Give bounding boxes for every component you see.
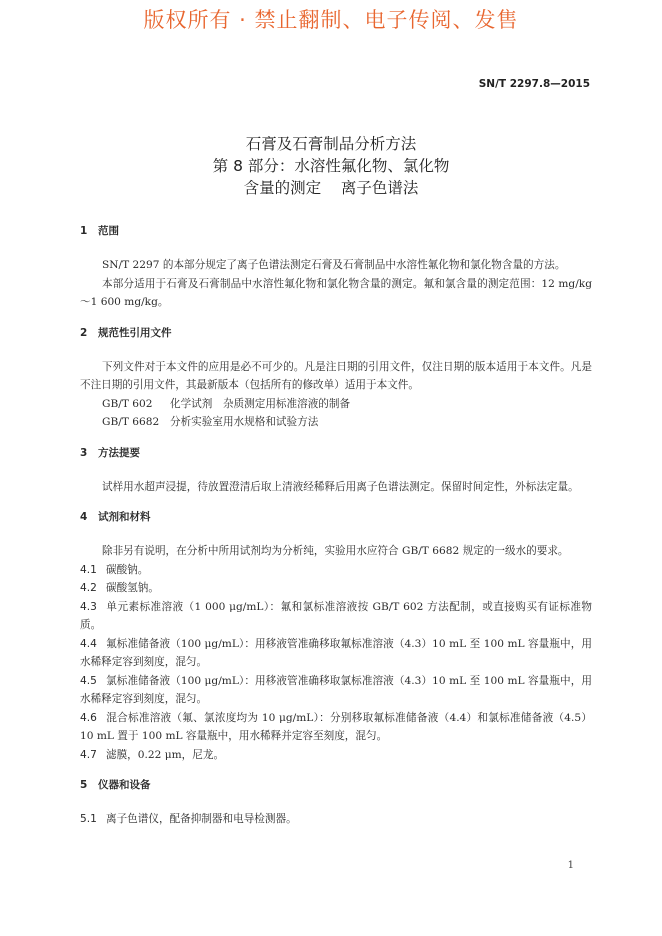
title-line-1: 石膏及石膏制品分析方法 bbox=[245, 135, 417, 153]
clause-item bbox=[80, 579, 592, 598]
clause-text: 滤膜，0.22 μm，尼龙。 bbox=[106, 748, 225, 761]
clause-text: 混合标准溶液（氟、氯浓度均为 10 μg/mL）：分别移取氟标准储备液（4.4）和氯标准储备液（4.5）10 mL 置于 100 mL 容量瓶中，用水稀释并定容至刻度，混匀。 bbox=[80, 711, 592, 742]
section-title: 仪器和设备 bbox=[98, 779, 151, 791]
section-number: 1 bbox=[80, 225, 88, 237]
section-5-heading bbox=[80, 776, 592, 796]
section-title: 方法提要 bbox=[98, 446, 140, 459]
clause-number: 4.7 bbox=[80, 748, 97, 761]
section-number: 2 bbox=[80, 326, 88, 339]
document-title bbox=[0, 133, 662, 199]
clause-text: 氟标准储备液（100 μg/mL）：用移液管准确移取氟标准溶液（4.3）10 mL 至 100 mL 容量瓶中，用水稀释定容到刻度，混匀。 bbox=[80, 637, 592, 668]
reference-code: GB/T 6682 bbox=[102, 416, 160, 428]
title-line-2: 第 8 部分：水溶性氟化物、氯化物 bbox=[212, 157, 450, 175]
section-title: 范围 bbox=[98, 225, 119, 237]
reference-code: GB/T 602 bbox=[102, 397, 153, 410]
clause-item bbox=[80, 746, 592, 765]
clause-number: 4.3 bbox=[80, 600, 97, 613]
section-1-paragraph-1: SN/T 2297 的本部分规定了离子色谱法测定石膏及石膏制品中水溶性氟化物和氯化物含量的方法。 bbox=[102, 259, 566, 271]
reference-title: 分析实验室用水规格和试验方法 bbox=[170, 416, 319, 428]
standard-number: SN/T 2297.8—2015 bbox=[478, 78, 590, 90]
section-1-heading bbox=[80, 222, 592, 242]
document-body bbox=[80, 222, 592, 829]
section-4-paragraph-1: 除非另有说明，在分析中所用试剂均为分析纯，实验用水应符合 GB/T 6682 规定的一级水的要求。 bbox=[102, 545, 569, 557]
clause-number: 4.4 bbox=[80, 637, 97, 650]
clause-text: 单元素标准溶液（1 000 μg/mL）：氟和氯标准溶液按 GB/T 602 方法配制，或直接购买有证标准物质。 bbox=[80, 600, 592, 631]
clause-number: 5.1 bbox=[80, 813, 97, 825]
clause-number: 4.5 bbox=[80, 674, 97, 687]
clause-text: 离子色谱仪，配备抑制器和电导检测器。 bbox=[106, 813, 297, 825]
clause-text: 碳酸氢钠。 bbox=[106, 582, 159, 594]
clause-number: 4.2 bbox=[80, 582, 97, 594]
section-number: 5 bbox=[80, 779, 88, 791]
clause-item bbox=[80, 598, 592, 635]
section-4-heading bbox=[80, 508, 592, 528]
reference-title: 化学试剂 杂质测定用标准溶液的制备 bbox=[170, 397, 351, 410]
page-number: 1 bbox=[567, 860, 574, 871]
section-title: 规范性引用文件 bbox=[98, 326, 172, 339]
reference-item bbox=[80, 395, 592, 414]
clause-number: 4.1 bbox=[80, 563, 97, 576]
clause-text: 氯标准储备液（100 μg/mL）：用移液管准确移取氯标准溶液（4.3）10 mL 至 100 mL 容量瓶中，用水稀释定容到刻度，混匀。 bbox=[80, 674, 592, 705]
reference-item bbox=[80, 413, 592, 432]
section-2-paragraph-1: 下列文件对于本文件的应用是必不可少的。凡是注日期的引用文件，仅注日期的版本适用于本文件。凡是不注日期的引用文件，其最新版本（包括所有的修改单）适用于本文件。 bbox=[80, 360, 592, 391]
section-1-paragraph-2: 本部分适用于石膏及石膏制品中水溶性氟化物和氯化物含量的测定。氟和氯含量的测定范围：12 mg/kg～1 600 mg/kg。 bbox=[80, 277, 592, 308]
clause-text: 碳酸钠。 bbox=[106, 563, 149, 576]
section-3-paragraph-1: 试样用水超声浸提，待放置澄清后取上清液经稀释后用离子色谱法测定。保留时间定性，外标法定量。 bbox=[102, 480, 579, 493]
title-line-3: 含量的测定 离子色谱法 bbox=[243, 179, 419, 197]
clause-item bbox=[80, 709, 592, 746]
section-2-heading bbox=[80, 324, 592, 344]
section-title: 试剂和材料 bbox=[98, 511, 151, 523]
copyright-banner: 版权所有 · 禁止翻制、电子传阅、发售 bbox=[143, 8, 519, 32]
clause-item bbox=[80, 810, 592, 829]
clause-item bbox=[80, 635, 592, 672]
clause-item bbox=[80, 672, 592, 709]
clause-number: 4.6 bbox=[80, 711, 97, 724]
clause-item bbox=[80, 561, 592, 580]
section-3-heading bbox=[80, 444, 592, 464]
section-number: 4 bbox=[80, 511, 88, 523]
section-number: 3 bbox=[80, 446, 88, 459]
